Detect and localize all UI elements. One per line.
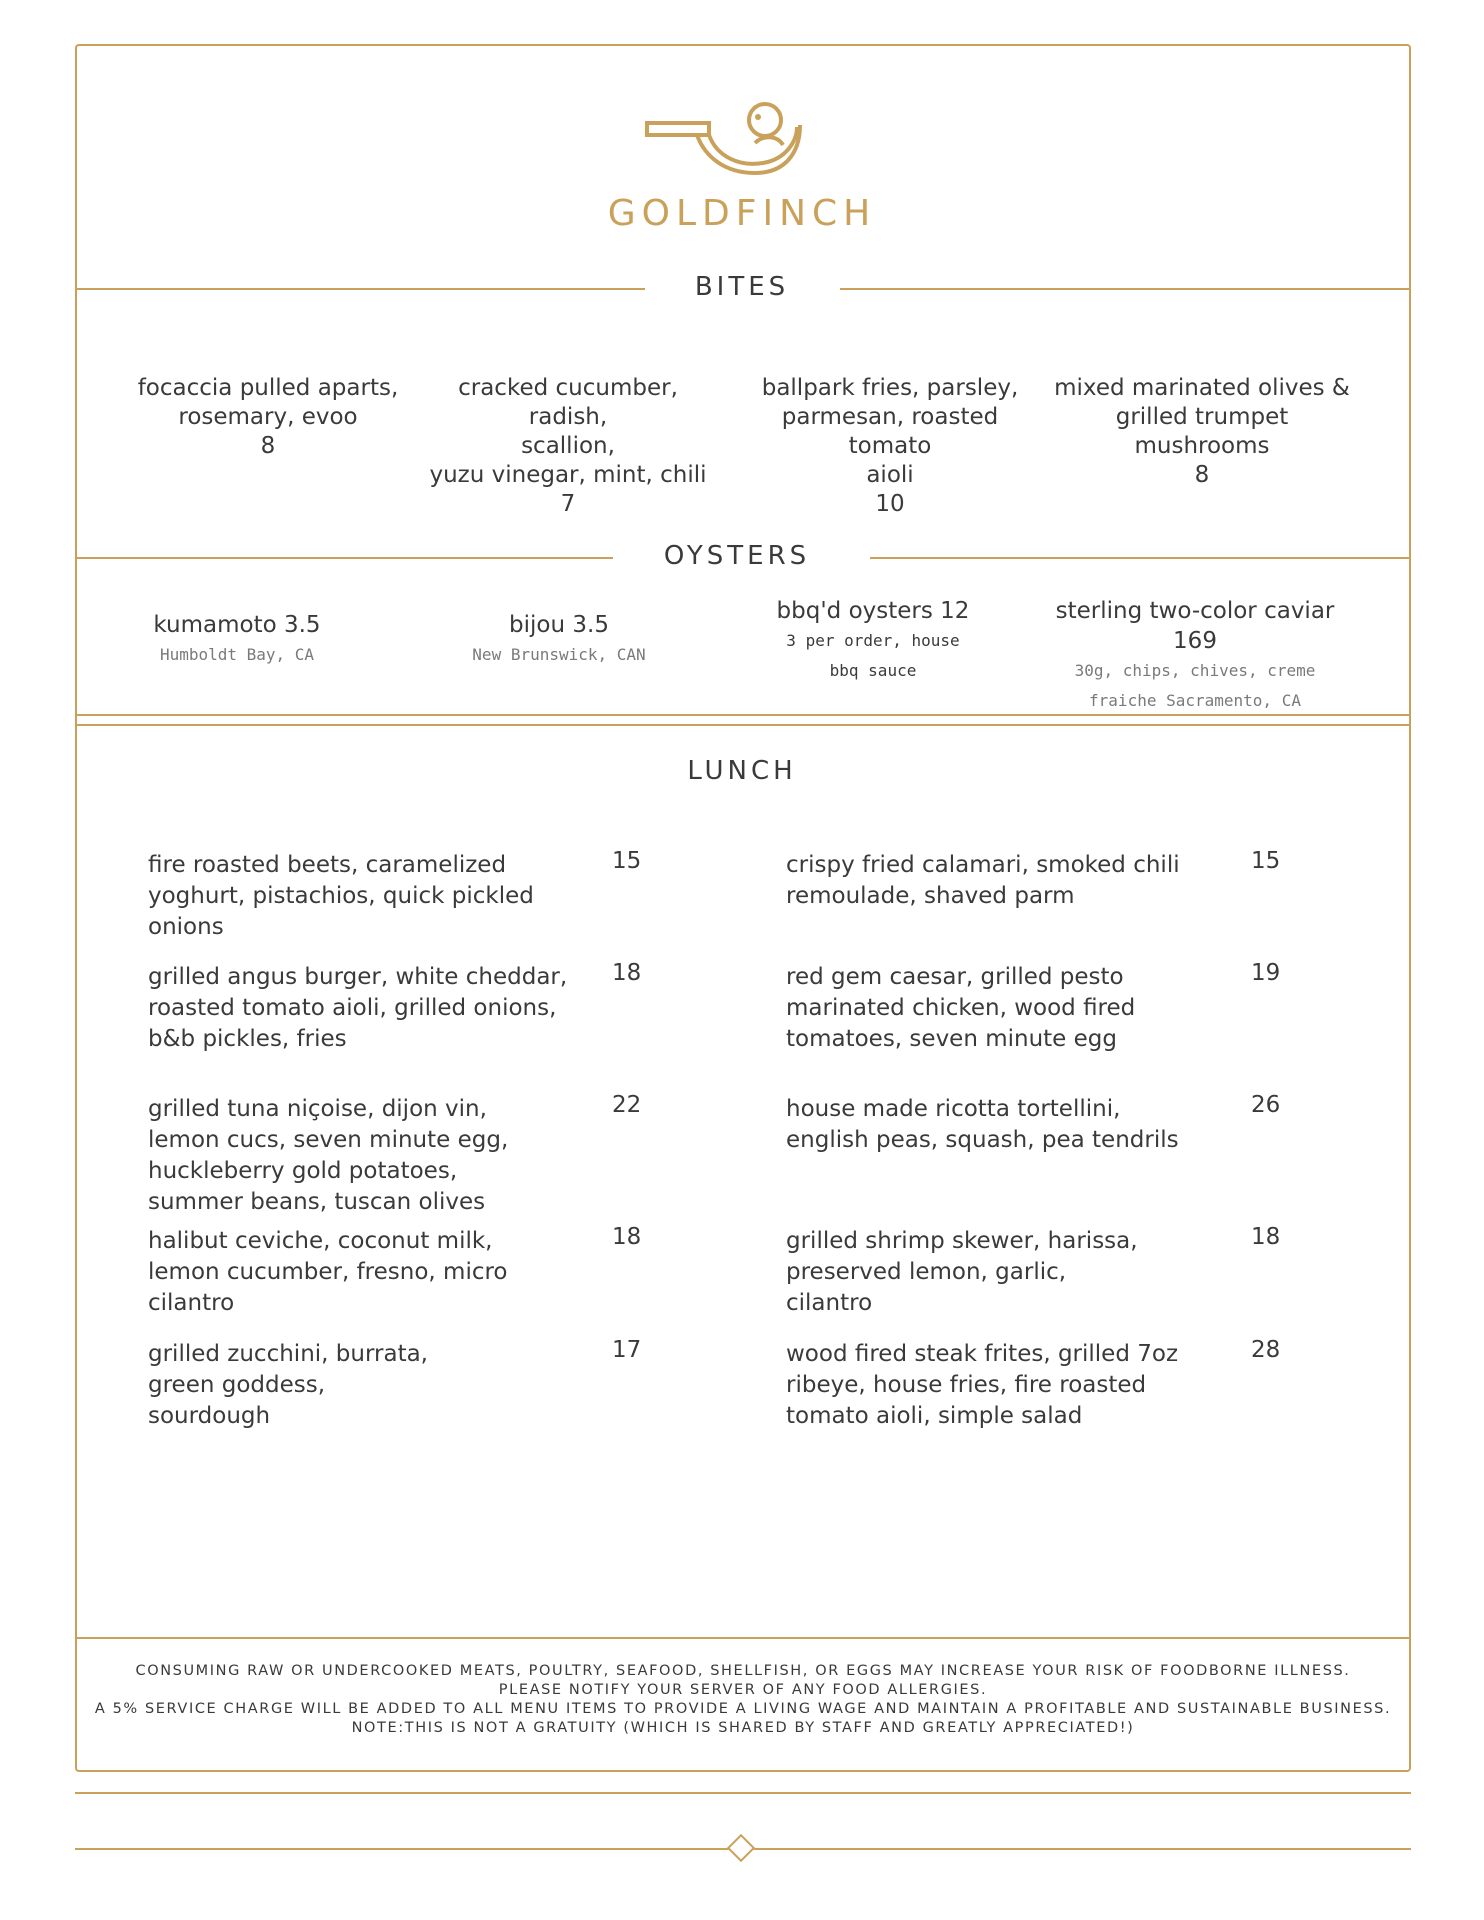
lunch-item: grilled shrimp skewer, harissa, preserved lemon, garlic, cilantro xyxy=(786,1228,1138,1316)
bite-item: mixed marinated olives & grilled trumpet mushrooms 8 xyxy=(1054,375,1350,488)
lunch-price: 26 xyxy=(1251,1092,1281,1118)
bite-item: focaccia pulled aparts, rosemary, evoo 8 xyxy=(137,375,399,459)
lunch-item: house made ricotta tortellini, english peas, squash, pea tendrils xyxy=(786,1096,1179,1153)
lunch-item: grilled angus burger, white cheddar, roasted tomato aioli, grilled onions, b&b pickles, fries xyxy=(148,964,568,1052)
divider-line xyxy=(75,724,1411,726)
lunch-item: red gem caesar, grilled pesto marinated chicken, wood fired tomatoes, seven minute egg xyxy=(786,964,1136,1052)
lunch-price: 19 xyxy=(1251,960,1281,986)
allergy-notice: CONSUMING RAW OR UNDERCOOKED MEATS, POULTRY, SEAFOOD, SHELLFISH, OR EGGS MAY INCREASE YOUR RISK OF FOODBORNE ILLNESS. PLEASE NOTIFY YOUR SERVER OF ANY FOOD ALLERGIES. A 5% SERVICE CHARGE WILL BE ADDED TO ALL MENU ITEMS TO PROVIDE A LIVING WAGE AND MAINTAIN A PROFITABLE AND SUSTAINABLE BUSINESS. NOTE:THIS IS NOT A GRATUITY (WHICH IS SHARED BY STAFF AND GREATLY APPRECIATED!) xyxy=(94,1663,1392,1736)
bite-item: ballpark fries, parsley, parmesan, roasted tomato aioli 10 xyxy=(761,375,1019,517)
divider-line xyxy=(75,714,1411,716)
oyster-item: kumamoto 3.5 Humboldt Bay, CA xyxy=(153,612,321,664)
section-title-oysters: OYSTERS xyxy=(663,541,811,571)
lunch-item: halibut ceviche, coconut milk, lemon cucumber, fresno, micro cilantro xyxy=(148,1228,508,1316)
lunch-item: fire roasted beets, caramelized yoghurt, pistachios, quick pickled onions xyxy=(148,852,534,940)
lunch-item: crispy fried calamari, smoked chili remoulade, shaved parm xyxy=(786,852,1180,909)
oyster-item: sterling two-color caviar 169 30g, chips, chives, creme fraiche Sacramento, CA xyxy=(1055,598,1335,710)
lunch-price: 18 xyxy=(612,960,642,986)
lunch-item: wood fired steak frites, grilled 7oz ribeye, house fries, fire roasted tomato aioli, simple salad xyxy=(786,1341,1179,1429)
lunch-price: 15 xyxy=(1251,848,1281,874)
section-title-bites: BITES xyxy=(694,272,790,302)
divider-line xyxy=(75,1637,1411,1639)
brand-name: GOLDFINCH xyxy=(607,193,877,234)
oyster-item: bijou 3.5 New Brunswick, CAN xyxy=(472,612,646,664)
divider-line xyxy=(75,1792,1411,1794)
lunch-price: 15 xyxy=(612,848,642,874)
diamond-ornament-icon xyxy=(727,1834,755,1862)
section-title-lunch: LUNCH xyxy=(687,756,797,786)
lunch-price: 17 xyxy=(612,1337,642,1363)
lunch-price: 22 xyxy=(612,1092,642,1118)
lunch-price: 28 xyxy=(1251,1337,1281,1363)
bite-item: cracked cucumber, radish, scallion, yuzu vinegar, mint, chili 7 xyxy=(429,375,707,517)
lunch-item: grilled tuna niçoise, dijon vin, lemon cucs, seven minute egg, huckleberry gold potatoes, summer beans, tuscan olives xyxy=(148,1096,509,1215)
lunch-price: 18 xyxy=(612,1224,642,1250)
goldfinch-bird-icon xyxy=(645,95,815,175)
lunch-price: 18 xyxy=(1251,1224,1281,1250)
oyster-item: bbq'd oysters 12 3 per order, house bbq sauce xyxy=(776,598,970,680)
lunch-item: grilled zucchini, burrata, green goddess, sourdough xyxy=(148,1341,428,1429)
